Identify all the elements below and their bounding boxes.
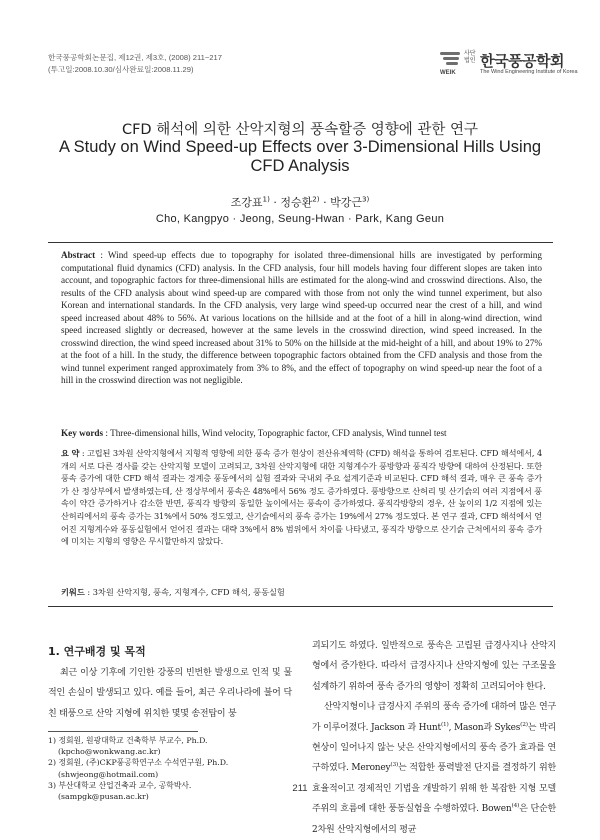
body-paragraph: 괴되기도 하였다. 일반적으로 풍속은 고립된 급경사지나 산악지형에서 증가한다. 따라서 급경사지나 산악지형에 있는 구조물을 설계하기 위하여 풍속 증가의 영향이 정확히 고려되어야 한다. bbox=[312, 641, 556, 692]
abstract-text: : Wind speed-up effects due to topography for isolated three-dimensional hills are investigated by performing computational fluid dynamics (CFD) analysis. In the CFD analysis, four hill models having four different slopes are taken into account, and topographic factors for three-dimensional hills are estimated for the along-wind and crosswind directions. Also, the results of the CFD analysis about wind speed-up are compared with those from not only the wind tunnel experiment, but also Korean and international standards. In the CFD analysis, very large wind speed-up occurred near the crest of a hill, and wind speed increased about 48% to 56%. At various locations on the hillside and at the foot of a hill in along-wind direction, wind speed increased slightly or decreased, however at the same levels in the crosswind direction, wind speed increased. In the crosswind direction, the wind speed increased about 31% to 50% on the hillside at the mid-height of a hill, and about 19% to 27% at the foot of a hill. In the study, the difference between topographic factors obtained from the CFD analysis and those from the wind tunnel experiment ranged approximately from 3% to 8%, and the effect of topography on wind speed-up near the foot of a hill in the crosswind direction was not negligible. bbox=[61, 250, 542, 385]
author-mark: 1) bbox=[262, 194, 270, 204]
author-separator: · bbox=[269, 196, 281, 209]
footnote-divider bbox=[48, 731, 198, 732]
body-text: 은 단순한 2차원 산악지형에서의 평균 bbox=[312, 804, 556, 835]
body-text: 는 박리현상이 일어나지 않는 낮은 산악지형에서의 풍속 증가 효과를 연구하였다. Meroney bbox=[312, 722, 557, 774]
body-paragraph bbox=[312, 697, 556, 840]
citation: (3) bbox=[390, 762, 399, 769]
citation: (1) bbox=[440, 721, 449, 728]
citation: (2) bbox=[520, 721, 528, 728]
english-title: A Study on Wind Speed-up Effects over 3-Dimensional Hills Using CFD Analysis bbox=[58, 138, 542, 175]
submission-dates: (투고일:2008.10.30/심사완료일:2008.11.29) bbox=[48, 65, 194, 74]
author-separator: · bbox=[319, 196, 331, 209]
korean-keywords-label: 키워드 bbox=[61, 587, 85, 597]
body-right-column bbox=[312, 636, 556, 840]
keywords bbox=[61, 428, 542, 438]
journal-citation: 한국풍공학회논문집, 제12권, 제3호, (2008) 211~217 bbox=[48, 53, 222, 62]
logo-abbreviation: WEIK bbox=[440, 70, 456, 76]
korean-authors bbox=[0, 194, 600, 210]
body-text: 는 적합한 풍력발전 단지를 결정하기 위한 효율적이고 경제적인 기법을 개발하기 위해 한 복잡한 지형 모델 주위의 흐름에 대한 풍동실험을 수행하였다. Bowen bbox=[312, 763, 556, 815]
keywords-text: : Three-dimensional hills, Wind velocity, Topographic factor, CFD analysis, Wind tunnel test bbox=[103, 428, 447, 438]
footnote-email: (shwjeong@hotmail.com) bbox=[58, 769, 159, 779]
divider bbox=[48, 242, 553, 243]
body-text: 산악지형이나 급경사지 주위의 풍속 증가에 대하여 많은 연구가 이루어졌다. Jackson 과 Hunt bbox=[312, 702, 556, 733]
citation: (4) bbox=[511, 803, 520, 810]
english-authors: Cho, Kangpyo · Jeong, Seung-Hwan · Park, Kang Geun bbox=[155, 213, 445, 225]
korean-abstract-text: : 고립된 3차원 산악지형에서 지형적 영향에 의한 풍속 증가 현상이 전산유체역학 (CFD) 해석을 통하여 검토된다. CFD 해석에서, 4개의 서로 다른 경사를 갖는 산악지형 모델이 고려되고, 3차원 산악지형에 대한 지형계수가 풍방향과 풍직각 방향에 대하여 산정된다. 또한 풍속 증가에 대한 CFD 해석 결과는 경계층 풍동에서의 실험 결과와 국내외 주요 설계기준과 비교된다. CFD 해석 결과, 매우 큰 풍속 증가가 산 정상부에서 발생하였는데, 산 정상부에서 풍속은 48%에서 56% 정도 증가하였다. 풍방향으로 산허리 및 산기슭의 여러 지점에서 풍속이 약간 증가하거나 감소한 반면, 풍직각 방향의 동일한 높이에서는 풍속이 증가하였다. 풍직각방향의 경우, 산 높이의 1/2 지점에 있는 산허리에서의 풍속 증가는 31%에서 50% 정도였고, 산기슭에서의 풍속 증가는 19%에서 27% 정도였다. 본 연구 결과, CFD 해석에서 얻어진 지형계수와 풍동실험에서 얻어진 결과는 대략 3%에서 8% 범위에서 차이를 나타냈고, 풍직각 방향으로 산기슭 근처에서의 풍속 증가에 미치는 지형의 영향은 무시할만하지 않았다. bbox=[61, 448, 542, 547]
footnote: 3) 부산대학교 산업건축과 교수, 공학박사. bbox=[48, 780, 192, 790]
section-heading: 1. 연구배경 및 목적 bbox=[48, 645, 146, 658]
author-mark: 2) bbox=[312, 194, 320, 204]
body-text: , Mason과 Sykes bbox=[448, 722, 521, 733]
author-name: 조강표 bbox=[230, 196, 263, 209]
logo-society-name: 한국풍공학회 bbox=[480, 53, 564, 70]
abstract-label: Abstract bbox=[61, 250, 96, 260]
body-paragraph: 최근 이상 기후에 기인한 강풍의 빈번한 발생으로 인적 및 물적인 손실이 발생되고 있다. 예를 들어, 최근 우리나라에 불어 닥친 태풍으로 산악 지형에 위치한 몇몇 송전탑이 붕 bbox=[48, 668, 292, 719]
logo-english-name: The Wind Engineering Institute of Korea bbox=[480, 69, 578, 75]
abstract bbox=[61, 249, 542, 387]
keywords-label: Key words bbox=[61, 428, 104, 438]
journal-header bbox=[48, 52, 222, 76]
korean-abstract bbox=[61, 447, 542, 548]
korean-abstract-label: 요 약 bbox=[61, 448, 80, 458]
footnote-email: (sampgk@pusan.ac.kr) bbox=[58, 792, 149, 802]
korean-keywords-text: : 3차원 산악지형, 풍속, 지형계수, CFD 해석, 풍동실험 bbox=[84, 587, 285, 597]
footnote: 1) 정회원, 원광대학교 건축학부 부교수, Ph.D. bbox=[48, 736, 208, 745]
author-name: 박강근 bbox=[330, 196, 362, 209]
korean-keywords bbox=[61, 587, 542, 598]
logo-small-text: 사단법인 bbox=[464, 51, 476, 64]
body-left-column bbox=[48, 663, 292, 724]
korean-title: CFD 해석에 의한 산악지형의 풍속할증 영향에 관한 연구 bbox=[121, 122, 479, 138]
society-logo bbox=[440, 50, 578, 80]
divider bbox=[48, 606, 553, 607]
author-name: 정승환 bbox=[280, 196, 313, 209]
author-mark: 3) bbox=[362, 194, 370, 204]
wind-logo-icon bbox=[440, 52, 462, 68]
footnote-email: (kpcho@wonkwang.ac.kr) bbox=[58, 747, 161, 757]
footnote: 2) 정회원, (주)CKP풍공학연구소 수석연구원, Ph.D. bbox=[48, 758, 229, 768]
page-number: 211 bbox=[292, 783, 308, 794]
